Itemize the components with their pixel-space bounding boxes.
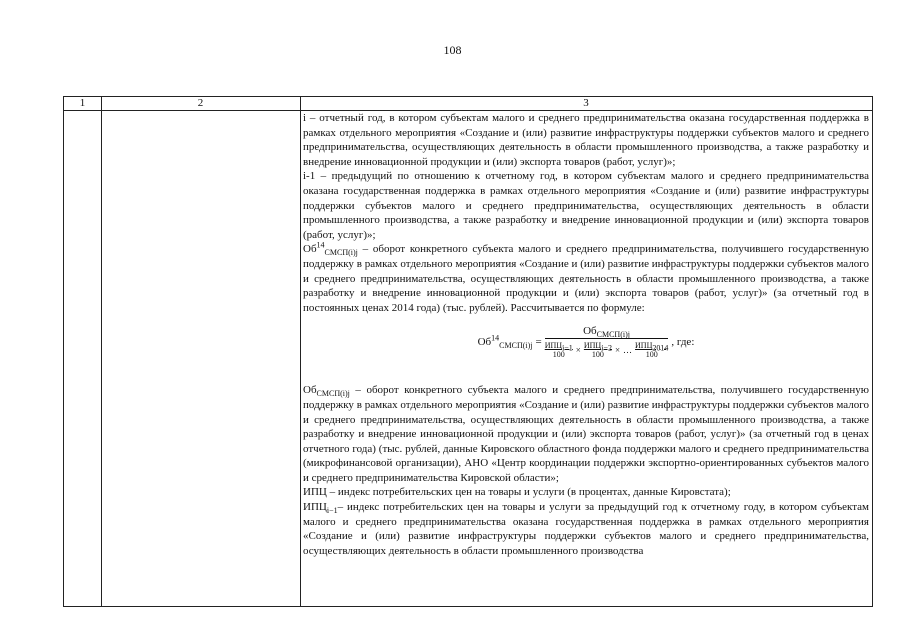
d1-den: 100 xyxy=(552,350,565,360)
ellipsis: … xyxy=(623,345,633,356)
ob14-sub: СМСП(i)j xyxy=(324,248,358,258)
denominator-term-2 xyxy=(584,341,612,359)
formula-denominator xyxy=(545,339,669,359)
d2-den: 100 xyxy=(591,350,604,360)
paragraph-i-1: i-1 – предыдущий по отношению к отчетному год, в котором субъектам малого и среднего предпринимательства оказана государственная поддержка в рамках отдельного мероприятия «Создание и (или) развитие инфраструктуры поддержки субъектов малого и среднего предпринимательства, осуществляющих деятельность в области промышленного производства, а также разработку и внедрение инновационной продукции и (или) экспорта товаров (работ, услуг)»; xyxy=(303,170,869,241)
ipc1-text: – индекс потребительских цен на товары и услуги за предыдущий год к отчетному году, в котором субъектам малого и среднего предпринимательства оказана государственная поддержка в рамках отдельного мероприятия «Создание и (или) развитие инфраструктуры поддержки субъектов малого и среднего предпринимательства, осуществляющих деятельность в области промышленного производства xyxy=(303,501,869,557)
denominator-term-3 xyxy=(635,341,668,359)
paragraph-ipc-i-1 xyxy=(301,500,871,558)
d1-sub: i−1 xyxy=(562,343,573,353)
paragraph-ipc: ИПЦ – индекс потребительских цен на товары и услуги (в процентах, данные Кировстата); xyxy=(303,486,731,499)
d3-den: 100 xyxy=(645,350,658,360)
paragraph-ob xyxy=(301,383,871,485)
formula-lhs xyxy=(477,333,533,351)
d3-num: ИПЦ xyxy=(635,341,653,351)
formula-lhs-symbol: Об xyxy=(477,336,492,349)
ob-sub: СМСП(i)j xyxy=(316,389,350,399)
document-table xyxy=(63,96,873,607)
formula-fraction xyxy=(545,325,669,359)
formula-tail: , где: xyxy=(671,336,695,349)
d2-num: ИПЦ xyxy=(583,341,602,351)
formula-eq: = xyxy=(535,336,542,349)
formula-numerator-sub: СМСП(i)j xyxy=(596,330,630,340)
column-header-2: 2 xyxy=(197,97,204,109)
ob-text: – оборот конкретного субъекта малого и среднего предпринимательства, получившего государственную поддержку в рамках отдельного мероприятия «Создание и (или) развитие инфраструктуры поддержки субъектов малого и среднего предпринимательства, осуществляющих деятельность в области промышленного производства, а также разработку и внедрение инновационной продукции и (или) экспорта товаров (работ, услуг)» (за отчетный год в ценах отчетного года) (тыс. рублей, данные Кировского областного фонда поддержки малого и среднего предпринимательства (микрофинансовой организации), АНО «Центр координации поддержки экспортно-ориентированных субъектов малого и среднего предпринимательства Кировской области»; xyxy=(303,384,869,484)
ob14-sup: 14 xyxy=(316,240,325,250)
ob14-symbol: Об xyxy=(303,243,317,256)
denominator-term-1 xyxy=(545,341,573,359)
times-sign: × xyxy=(614,345,621,356)
paragraph-ob14 xyxy=(301,242,871,315)
formula-lhs-sup: 14 xyxy=(491,333,500,343)
formula-numerator-symbol: Об xyxy=(583,325,597,338)
column-divider xyxy=(101,97,102,606)
column-header-3: 3 xyxy=(583,97,589,109)
formula-block xyxy=(301,315,871,383)
d1-num: ИПЦ xyxy=(544,341,563,351)
column-3-cell xyxy=(301,111,871,607)
formula-numerator xyxy=(579,325,634,338)
d2-sub: i−2 xyxy=(601,343,612,353)
paragraph-i: i – отчетный год, в котором субъектам малого и среднего предпринимательства оказана государственная поддержка в рамках отдельного мероприятия «Создание и (или) развитие инфраструктуры поддержки субъектов малого и среднего предпринимательства, осуществляющих деятельность в области промышленного производства, а также разработку и внедрение инновационной продукции и (или) экспорта товаров (работ, услуг)»; xyxy=(303,112,869,168)
ob14-text: – оборот конкретного субъекта малого и среднего предпринимательства, получившего государственную поддержку в рамках отдельного мероприятия «Создание и (или) развитие инфраструктуры поддержки субъектов малого и среднего предпринимательства, осуществляющих деятельность в области промышленного производства, а также разработку и внедрение инновационной продукции и (или) экспорта товаров (работ, услуг)» (за отчетный год в постоянных ценах 2014 года) (тыс. рублей). Рассчитывается по формуле: xyxy=(303,243,869,314)
ipc1-symbol: ИПЦ xyxy=(303,501,327,514)
formula xyxy=(478,325,695,359)
ob-symbol: Об xyxy=(303,384,317,397)
column-header-1: 1 xyxy=(79,97,86,109)
formula-lhs-sub: СМСП(i)j xyxy=(499,341,533,351)
times-sign: × xyxy=(575,345,581,356)
ipc1-sub: i−1 xyxy=(326,506,338,516)
page-number: 108 xyxy=(443,43,462,57)
d3-sub: 2014 xyxy=(652,343,669,353)
